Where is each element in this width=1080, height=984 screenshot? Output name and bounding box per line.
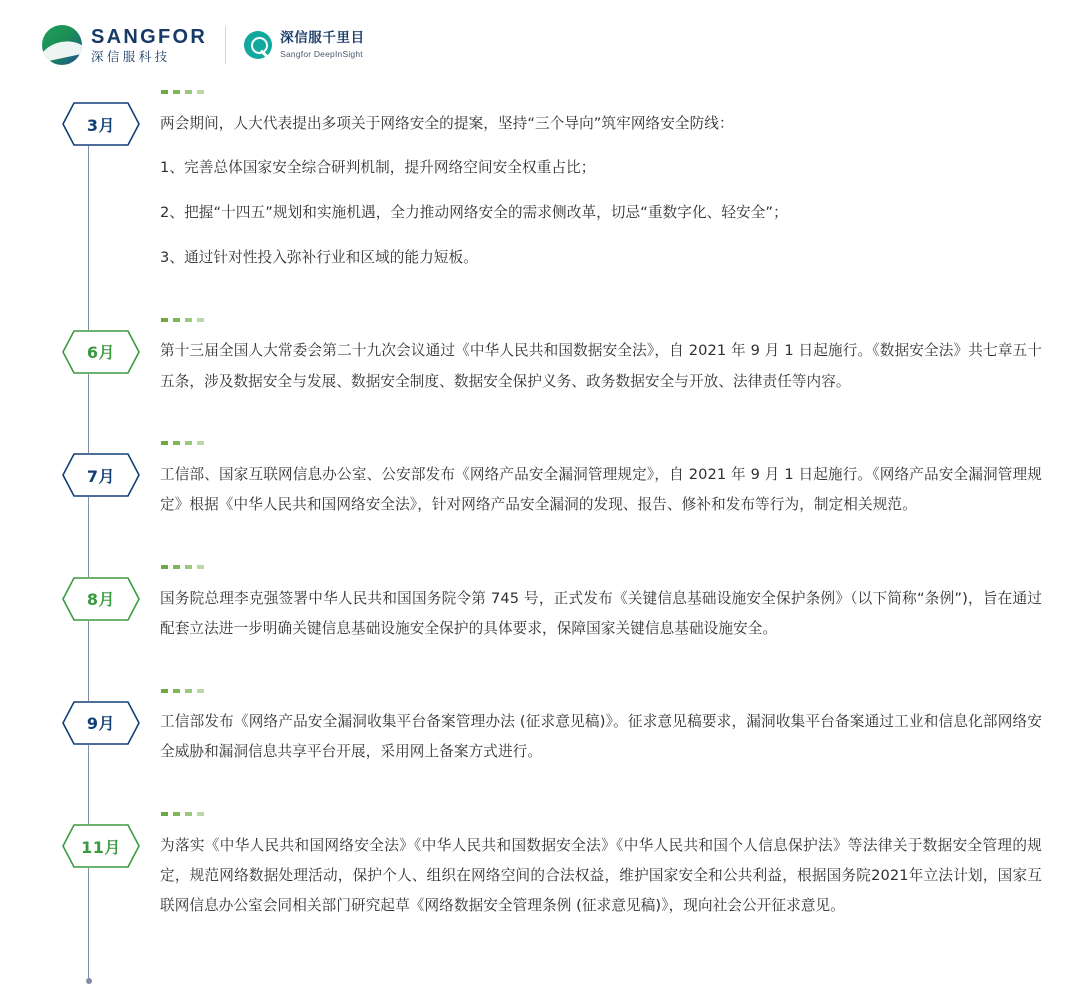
timeline-marker [42,88,160,146]
sangfor-logo-en: SANGFOR [91,25,208,48]
month-label: 11月 [81,837,121,857]
dash-marker-icon [161,441,1042,445]
timeline-paragraph: 为落实《中华人民共和国网络安全法》《中华人民共和国数据安全法》《中华人民共和国个人信息保护法》等法律关于数据安全管理的规定，规范网络数据处理活动，保护个人、组织在网络空间的合法权益，维护国家安全和公共利益，根据国务院2021年立法计划，国家互联网信息办公室会同相关部门研究起草《网络数据安全管理条例 (征求意见稿)》，现向社会公开征求意见。 [160,836,1042,915]
month-hexagon [62,577,140,621]
timeline [42,88,1042,964]
sangfor-logo-text [91,27,207,64]
timeline-entry [42,316,1042,412]
month-hexagon [62,701,140,745]
timeline-paragraph: 1、完善总体国家安全综合研判机制，提升网络空间安全权重占比； [160,159,596,177]
deepinsight-logo-en: Sangfor DeepInSight [280,48,363,59]
timeline-entry [42,88,1042,288]
timeline-paragraph: 国务院总理李克强签署中华人民共和国国务院令第 745 号，正式发布《关键信息基础设施安全保护条例》（以下简称“条例”)，旨在通过配套立法进一步明确关键信息基础设施安全保护的具体要求，保障国家关键信息基础设施安全。 [160,589,1042,637]
timeline-marker [42,687,160,745]
timeline-rows [42,88,1042,936]
timeline-paragraph: 2、把握“十四五”规划和实施机遇，全力推动网络安全的需求侧改革，切忌“重数字化、轻安全”； [160,204,788,222]
timeline-paragraph: 第十三届全国人大常委会第二十九次会议通过《中华人民共和国数据安全法》，自 2021 年 9 月 1 日起施行。《数据安全法》共七章五十五条，涉及数据安全与发展、数据安全制度、数据安全保护义务、政务数据安全与开放、法律责任等内容。 [160,342,1042,390]
timeline-marker [42,439,160,497]
timeline-paragraph: 工信部发布《网络产品安全漏洞收集平台备案管理办法 (征求意见稿)》。征求意见稿要求，漏洞收集平台备案通过工业和信息化部网络安全威胁和漏洞信息共享平台开展，采用网上备案方式进行。 [160,713,1042,761]
timeline-entry [42,563,1042,659]
timeline-entry [42,439,1042,535]
timeline-entry-content [160,316,1042,412]
page-header [42,22,365,68]
timeline-marker [42,810,160,868]
deepinsight-logo [244,31,365,59]
dash-marker-icon [161,90,1042,94]
dash-marker-icon [161,318,1042,322]
month-hexagon [62,824,140,868]
month-hexagon [62,330,140,374]
timeline-end-dot [86,978,92,984]
timeline-entry-content [160,88,1042,288]
month-hexagon [62,102,140,146]
sangfor-globe-logo-icon [42,25,82,65]
timeline-marker [42,563,160,621]
month-label: 7月 [86,466,116,486]
timeline-paragraph: 工信部、国家互联网信息办公室、公安部发布《网络产品安全漏洞管理规定》，自 2021 年 9 月 1 日起施行。《网络产品安全漏洞管理规定》根据《中华人民共和国网络安全法》，针对网络产品安全漏洞的发现、报告、修补和发布等行为，制定相关规范。 [160,465,1042,514]
header-divider [225,26,226,64]
dash-marker-icon [161,812,1042,816]
timeline-paragraph: 两会期间，人大代表提出多项关于网络安全的提案，坚持“三个导向”筑牢网络安全防线： [160,114,734,132]
month-label: 9月 [86,714,116,734]
timeline-marker [42,316,160,374]
timeline-entry-content [160,687,1042,783]
sangfor-logo-cn: 深信服科技 [91,48,171,64]
dash-marker-icon [161,689,1042,693]
month-label: 8月 [86,590,116,610]
timeline-entry-content [160,439,1042,535]
timeline-entry-content [160,810,1042,936]
sangfor-logo [42,25,207,65]
timeline-entry-content [160,563,1042,659]
deepinsight-logo-cn: 深信服千里目 [280,30,365,46]
month-label: 6月 [86,343,116,363]
deepinsight-logo-text [280,32,365,58]
month-label: 3月 [86,115,116,135]
timeline-entry [42,687,1042,783]
dash-marker-icon [161,565,1042,569]
timeline-entry [42,810,1042,936]
timeline-paragraph: 3、通过针对性投入弥补行业和区域的能力短板。 [160,248,478,266]
deepinsight-eye-logo-icon [244,31,272,59]
month-hexagon [62,453,140,497]
